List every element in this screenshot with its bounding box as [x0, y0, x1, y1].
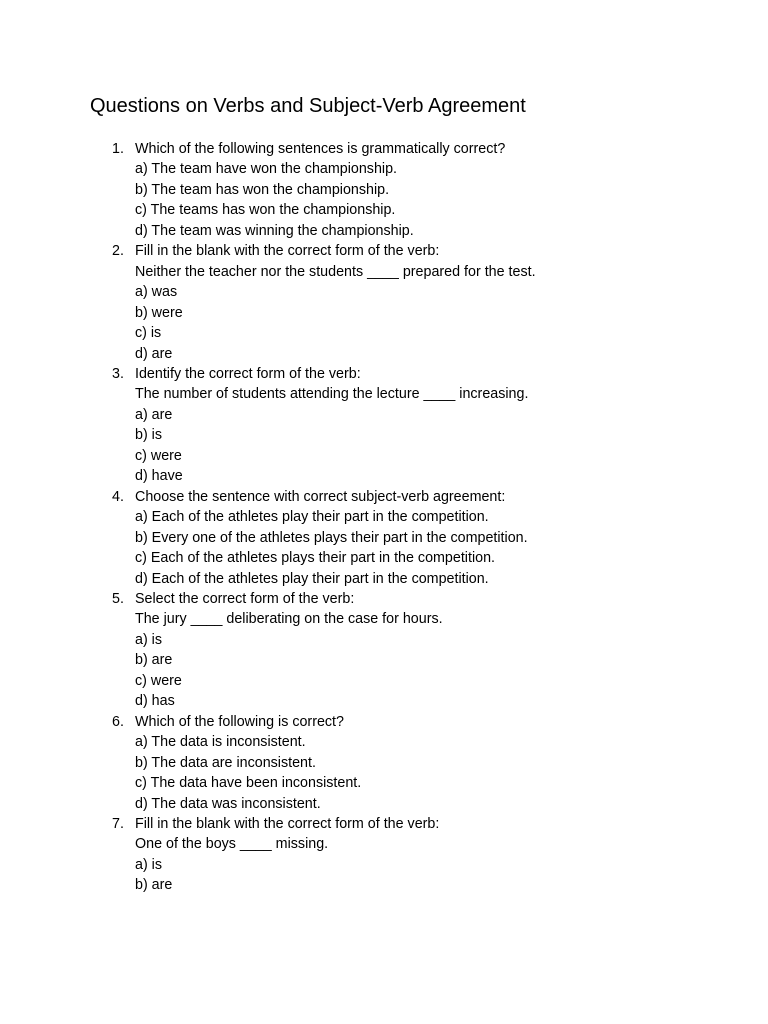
- question-item: [0, 814, 700, 896]
- question-line: b) The data are inconsistent.: [135, 754, 316, 771]
- question-line: d) The team was winning the championship.: [135, 222, 414, 239]
- question-line: One of the boys ____ missing.: [135, 836, 329, 853]
- question-line: d) are: [135, 345, 173, 362]
- question-line: b) Every one of the athletes plays their part in the competition.: [135, 529, 528, 546]
- question-item: [0, 712, 700, 814]
- question-line: b) are: [135, 877, 173, 894]
- question-line: d) has: [135, 693, 175, 710]
- question-line: a) was: [135, 284, 178, 301]
- question-line: The jury ____ deliberating on the case for hours.: [135, 611, 443, 628]
- question-prompt: Fill in the blank with the correct form of the verb:: [135, 243, 440, 260]
- question-line: d) Each of the athletes play their part in the competition.: [135, 570, 489, 587]
- question-prompt: Select the correct form of the verb:: [135, 590, 355, 607]
- question-line: b) are: [135, 652, 173, 669]
- question-line: d) The data was inconsistent.: [135, 795, 321, 812]
- question-prompt: Which of the following is correct?: [135, 713, 344, 730]
- question-line: The number of students attending the lecture ____ increasing.: [135, 386, 529, 403]
- question-line: a) is: [135, 631, 163, 648]
- question-number: 2.: [112, 243, 124, 260]
- question-line: a) Each of the athletes play their part in the competition.: [135, 509, 489, 526]
- question-line: Neither the teacher nor the students ____ prepared for the test.: [135, 263, 536, 280]
- question-line: d) have: [135, 468, 183, 485]
- question-line: a) The team have won the championship.: [135, 161, 398, 178]
- question-line: c) were: [135, 672, 182, 689]
- question-number: 7.: [112, 815, 124, 832]
- question-item: [0, 487, 700, 589]
- question-number: 1.: [112, 141, 124, 157]
- question-line: c) The data have been inconsistent.: [135, 775, 362, 792]
- question-line: c) is: [135, 325, 162, 342]
- question-line: c) The teams has won the championship.: [135, 202, 396, 219]
- question-line: a) are: [135, 406, 173, 423]
- question-prompt: Which of the following sentences is grammatically correct?: [135, 141, 506, 157]
- question-line: b) is: [135, 427, 163, 444]
- question-line: a) The data is inconsistent.: [135, 734, 306, 751]
- document-title: Questions on Verbs and Subject-Verb Agreement: [90, 95, 526, 117]
- question-line: b) The team has won the championship.: [135, 181, 390, 198]
- question-item: [0, 139, 700, 241]
- question-line: a) is: [135, 856, 163, 873]
- question-prompt: Choose the sentence with correct subject-verb agreement:: [135, 488, 506, 505]
- question-line: c) were: [135, 447, 182, 464]
- question-prompt: Fill in the blank with the correct form of the verb:: [135, 815, 440, 832]
- question-number: 4.: [112, 488, 124, 505]
- question-item: [0, 241, 700, 364]
- question-prompt: Identify the correct form of the verb:: [135, 365, 361, 382]
- question-number: 6.: [112, 713, 124, 730]
- question-item: [0, 364, 700, 487]
- question-number: 5.: [112, 590, 124, 607]
- question-item: [0, 589, 700, 712]
- question-list: [0, 139, 700, 896]
- question-number: 3.: [112, 365, 124, 382]
- question-line: c) Each of the athletes plays their part in the competition.: [135, 550, 495, 567]
- question-line: b) were: [135, 304, 183, 321]
